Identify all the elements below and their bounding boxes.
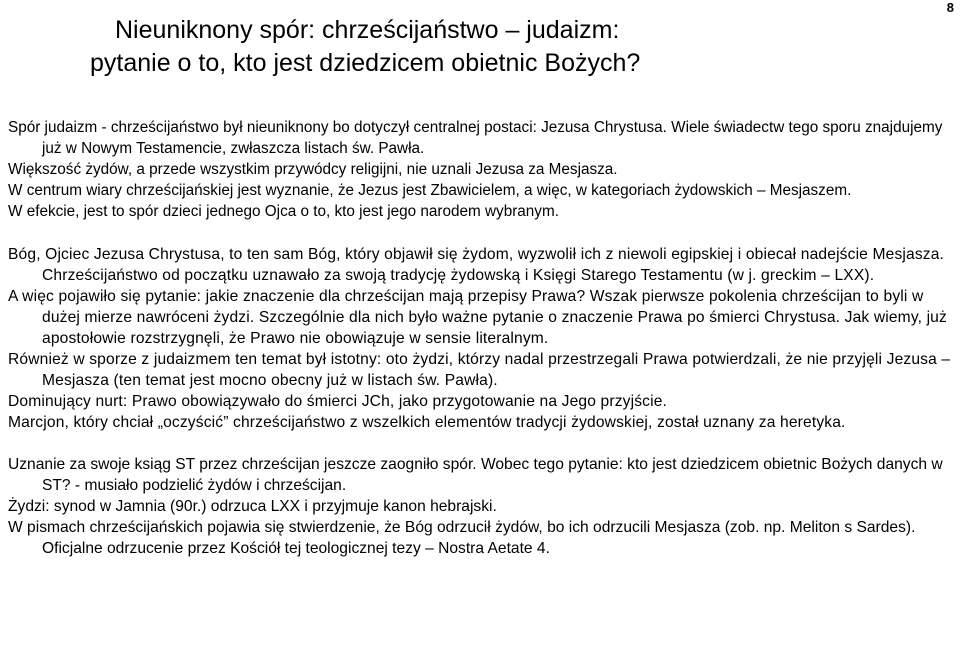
paragraph: Bóg, Ojciec Jezusa Chrystusa, to ten sam Bóg, który objawił się żydom, wyzwolił ich z niewoli egipskiej i obiecał nadejście Mesjasza. Chrześcijaństwo od początku uznawało za swoją tradycję żydowską i Księgi Starego Testamentu (w j. greckim – LXX). bbox=[8, 246, 945, 284]
paragraph: Żydzi: synod w Jamnia (90r.) odrzuca LXX i przyjmuje kanon hebrajski. bbox=[8, 498, 497, 515]
paragraph: Uznanie za swoje ksiąg ST przez chrześcijan jeszcze zaogniło spór. Wobec tego pytanie: kto jest dziedzicem obietnic Bożych danych w ST? - musiało podzielić żydów i chrześcijan. bbox=[8, 456, 943, 494]
paragraph: Marcjon, który chciał „oczyścić” chrześcijaństwo z wszelkich elementów tradycji żydowskiej, został uznany za heretyka. bbox=[8, 414, 846, 431]
paragraph: W efekcie, jest to spór dzieci jednego Ojca o to, kto jest jego narodem wybranym. bbox=[8, 203, 559, 220]
page-number: 8 bbox=[946, 0, 954, 15]
page-title bbox=[90, 14, 640, 80]
section-3 bbox=[8, 454, 953, 559]
paragraph: Również w sporze z judaizmem ten temat był istotny: oto żydzi, którzy nadal przestrzegali Prawa potwierdzali, że nie przyjęli Jezusa – Mesjasza (ten temat jest mocno obecny już w listach św. Pawła). bbox=[8, 351, 951, 389]
paragraph: Spór judaizm - chrześcijaństwo był nieuniknony bo dotyczył centralnej postaci: Jezusa Chrystusa. Wiele świadectw tego sporu znajdujemy już w Nowym Testamencie, zwłaszcza listach św. Pawła. bbox=[8, 119, 943, 157]
paragraph: A więc pojawiło się pytanie: jakie znaczenie dla chrześcijan mają przepisy Prawa? Wszak pierwsze pokolenia chrześcijan to byli w dużej mierze nawróceni żydzi. Szczególnie dla nich było ważne pytanie o znaczenie Prawa po śmierci Chrystusa. Jak wiemy, już apostołowie rozstrzygnęli, że Prawo nie obowiązuje w sensie literalnym. bbox=[8, 288, 947, 347]
paragraph: Dominujący nurt: Prawo obowiązywało do śmierci JCh, jako przygotowanie na Jego przyjście. bbox=[8, 393, 668, 410]
paragraph: W centrum wiary chrześcijańskiej jest wyznanie, że Jezus jest Zbawicielem, a więc, w kategoriach żydowskich – Mesjaszem. bbox=[8, 182, 852, 199]
paragraph: Większość żydów, a przede wszystkim przywódcy religijni, nie uznali Jezusa za Mesjasza. bbox=[8, 161, 618, 178]
section-1 bbox=[8, 117, 953, 222]
title-line-1: Nieuniknony spór: chrześcijaństwo – judaizm: bbox=[115, 16, 620, 44]
title-line-2: pytanie o to, kto jest dziedzicem obietnic Bożych? bbox=[90, 49, 641, 77]
section-2 bbox=[8, 244, 953, 433]
document-body bbox=[8, 117, 953, 559]
paragraph: W pismach chrześcijańskich pojawia się stwierdzenie, że Bóg odrzucił żydów, bo ich odrzucili Mesjasza (zob. np. Meliton s Sardes). Oficjalne odrzucenie przez Kościół tej teologicznej tezy – Nostra Aetate 4. bbox=[8, 519, 916, 557]
